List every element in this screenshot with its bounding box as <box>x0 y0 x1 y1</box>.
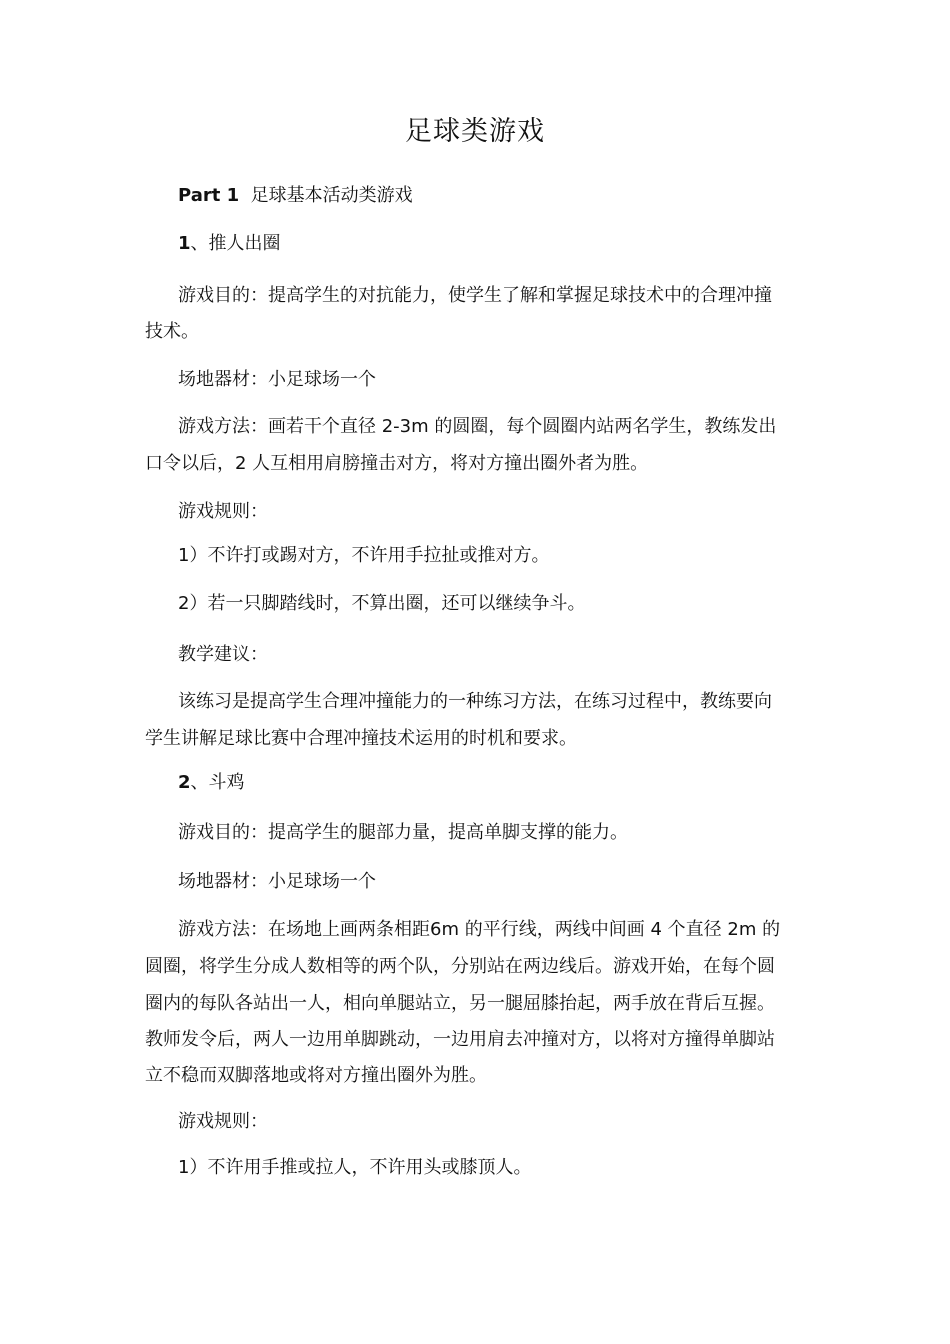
game2-number: 2 <box>178 772 191 793</box>
game1-name: 、推人出圈 <box>190 233 281 254</box>
game1-method-text: 人互相用肩膀撞击对方，将对方撞出圈外者为胜。 <box>246 453 649 474</box>
game1-method-count: 2 <box>235 453 247 474</box>
rule-number: 2 <box>178 593 190 614</box>
part-title: 足球基本活动类游戏 <box>250 185 413 206</box>
game1-method-text: 的圆圈，每个圆圈内站两名学生，教练发出 <box>428 416 777 437</box>
rule-text: ）不许打或踢对方，不许用手拉扯或推对方。 <box>189 545 550 566</box>
game1-purpose-line1: 游戏目的：提高学生的对抗能力，使学生了解和掌握足球技术中的合理冲撞 <box>178 285 772 306</box>
game2-method-text: 的平行线，两线中间画 <box>459 919 645 940</box>
part-heading <box>145 178 843 214</box>
game1-advice-line2: 学生讲解足球比赛中合理冲撞技术运用的时机和要求。 <box>145 728 577 749</box>
game1-number: 1 <box>178 233 191 254</box>
game1-advice-title: 教学建议： <box>178 644 268 665</box>
game2-method-line3: 圈内的每队各站出一人，相向单腿站立，另一腿屈膝抬起，两手放在背后互握。 <box>145 993 775 1014</box>
game2-method-line2: 圆圈，将学生分成人数相等的两个队，分别站在两边线后。游戏开始，在每个圆 <box>145 956 775 977</box>
game1-method-diameter: 2-3m <box>381 416 429 437</box>
game1-method-text: 游戏方法：画若干个直径 <box>178 416 382 437</box>
part-label: Part 1 <box>178 185 240 206</box>
game1-purpose-line2: 技术。 <box>145 321 199 342</box>
game2-rule-1 <box>145 1150 843 1186</box>
game2-rules-title: 游戏规则： <box>178 1111 268 1132</box>
rule-text: ）若一只脚踏线时，不算出圈，还可以继续争斗。 <box>189 593 586 614</box>
game1-method-line2 <box>145 446 810 482</box>
game2-method-text: 的 <box>756 919 781 940</box>
game1-advice-line1: 该练习是提高学生合理冲撞能力的一种练习方法，在练习过程中，教练要向 <box>178 691 772 712</box>
game2-purpose: 游戏目的：提高学生的腿部力量，提高单脚支撑的能力。 <box>178 822 628 843</box>
game1-rules-title: 游戏规则： <box>178 501 268 522</box>
rule-text: ）不许用手推或拉人，不许用头或膝顶人。 <box>189 1157 532 1178</box>
game2-method-line1 <box>145 912 843 948</box>
game2-method-line5: 立不稳而双脚落地或将对方撞出圈外为胜。 <box>145 1065 487 1086</box>
game2-equipment: 场地器材：小足球场一个 <box>178 871 376 892</box>
game1-heading <box>145 226 843 262</box>
game1-rule-2 <box>145 586 843 622</box>
game2-method-text: 个直径 <box>661 919 722 940</box>
game2-name: 、斗鸡 <box>190 772 245 793</box>
game1-method-line1 <box>145 409 843 445</box>
game1-equipment: 场地器材：小足球场一个 <box>178 369 376 390</box>
rule-number: 1 <box>178 1157 190 1178</box>
game2-method-text: 游戏方法：在场地上画两条相距 <box>178 919 430 940</box>
game1-method-text: 口令以后， <box>145 453 235 474</box>
game2-method-line4: 教师发令后，两人一边用单脚跳动，一边用肩去冲撞对方，以将对方撞得单脚站 <box>145 1029 775 1050</box>
game2-method-diameter: 2m <box>721 919 757 940</box>
game2-method-distance: 6m <box>430 919 459 940</box>
rule-number: 1 <box>178 545 190 566</box>
game2-heading <box>145 765 843 801</box>
game1-rule-1 <box>145 538 843 574</box>
game2-method-count: 4 <box>644 919 662 940</box>
document-title: 足球类游戏 <box>405 116 545 147</box>
